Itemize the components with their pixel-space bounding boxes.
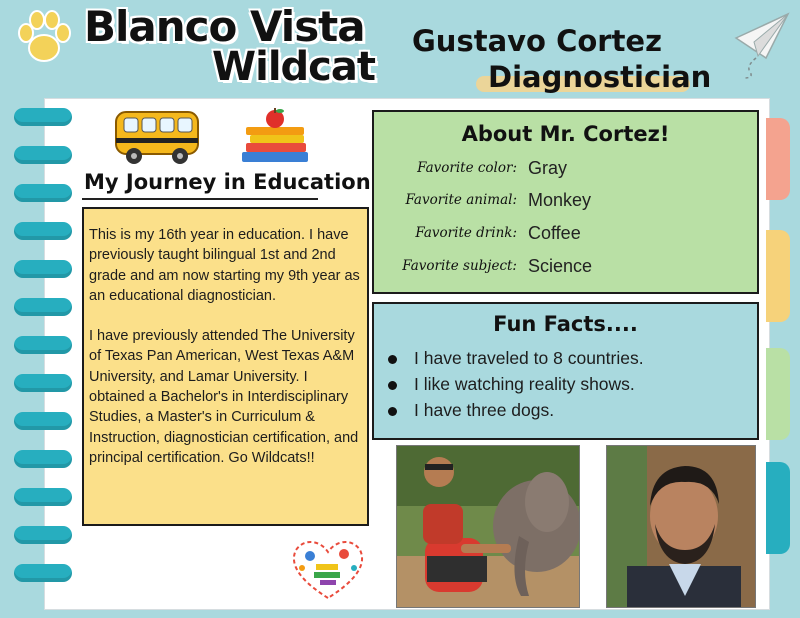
bullet-icon [388, 381, 397, 390]
teacher-role: Diagnostician [488, 60, 712, 94]
favorite-value: Gray [528, 158, 568, 178]
fun-facts-box: Fun Facts.... I have traveled to 8 countries. I like watching reality shows. I have three dogs. [372, 302, 759, 440]
favorite-value: Science [528, 256, 593, 276]
spiral-binding [14, 108, 74, 608]
favorite-label: Favorite drink: [415, 225, 517, 241]
spiral-ring [14, 488, 72, 506]
spiral-ring [14, 564, 72, 582]
bio-paragraph-2: I have previously attended The University of Texas Pan American, West Texas A&M University, and Lamar University. I obtained a Bachelor's in Interdisciplinary Studies, a Master's in Curriculum & Instruction, diagnostician certification, and principal certification. Go Wildcats!! [89, 328, 359, 466]
school-bus-icon [112, 104, 204, 166]
favorite-label: Favorite color: [417, 160, 517, 176]
books-apple-icon [238, 108, 312, 166]
role-banner [488, 60, 711, 94]
bullet-icon [388, 407, 397, 416]
bio-paragraph-1: This is my 16th year in education. I have previously taught bilingual 1st and 2nd grade and am now starting my 9th year as an educational diagnostician. [89, 227, 360, 304]
journey-underline [82, 198, 318, 200]
portrait-photo [606, 445, 756, 608]
favorite-row [374, 190, 757, 214]
photo-with-elephant [396, 445, 580, 608]
spiral-ring [14, 298, 72, 316]
favorite-row [374, 256, 757, 280]
favorite-label: Favorite animal: [405, 192, 517, 208]
paw-print-icon [14, 8, 74, 66]
spiral-ring [14, 374, 72, 392]
spiral-ring [14, 336, 72, 354]
spiral-ring [14, 450, 72, 468]
bio-box [82, 207, 369, 526]
bullet-icon [388, 355, 397, 364]
about-box [372, 110, 759, 294]
school-title-line1: Blanco Vista [84, 2, 365, 51]
tab-green [766, 348, 790, 440]
favorite-value: Coffee [528, 223, 581, 243]
spiral-ring [14, 412, 72, 430]
tab-teal [766, 462, 790, 554]
abc-heart-icon [286, 536, 370, 602]
paper-plane-icon [732, 8, 792, 80]
spiral-ring [14, 526, 72, 544]
favorite-value: Monkey [528, 190, 592, 210]
spiral-ring [14, 146, 72, 164]
fun-facts-title: Fun Facts.... [493, 312, 638, 336]
journey-heading: My Journey in Education [84, 170, 371, 194]
favorite-row [374, 158, 757, 182]
about-title: About Mr. Cortez! [461, 122, 670, 146]
spiral-ring [14, 108, 72, 126]
spiral-ring [14, 260, 72, 278]
tab-yellow [766, 230, 790, 322]
spiral-ring [14, 222, 72, 240]
school-title-line2: Wildcat [212, 44, 375, 90]
favorite-label: Favorite subject: [402, 258, 517, 274]
teacher-name: Gustavo Cortez [412, 24, 662, 58]
spiral-ring [14, 184, 72, 202]
tab-pink [766, 118, 790, 200]
favorite-row [374, 223, 757, 247]
